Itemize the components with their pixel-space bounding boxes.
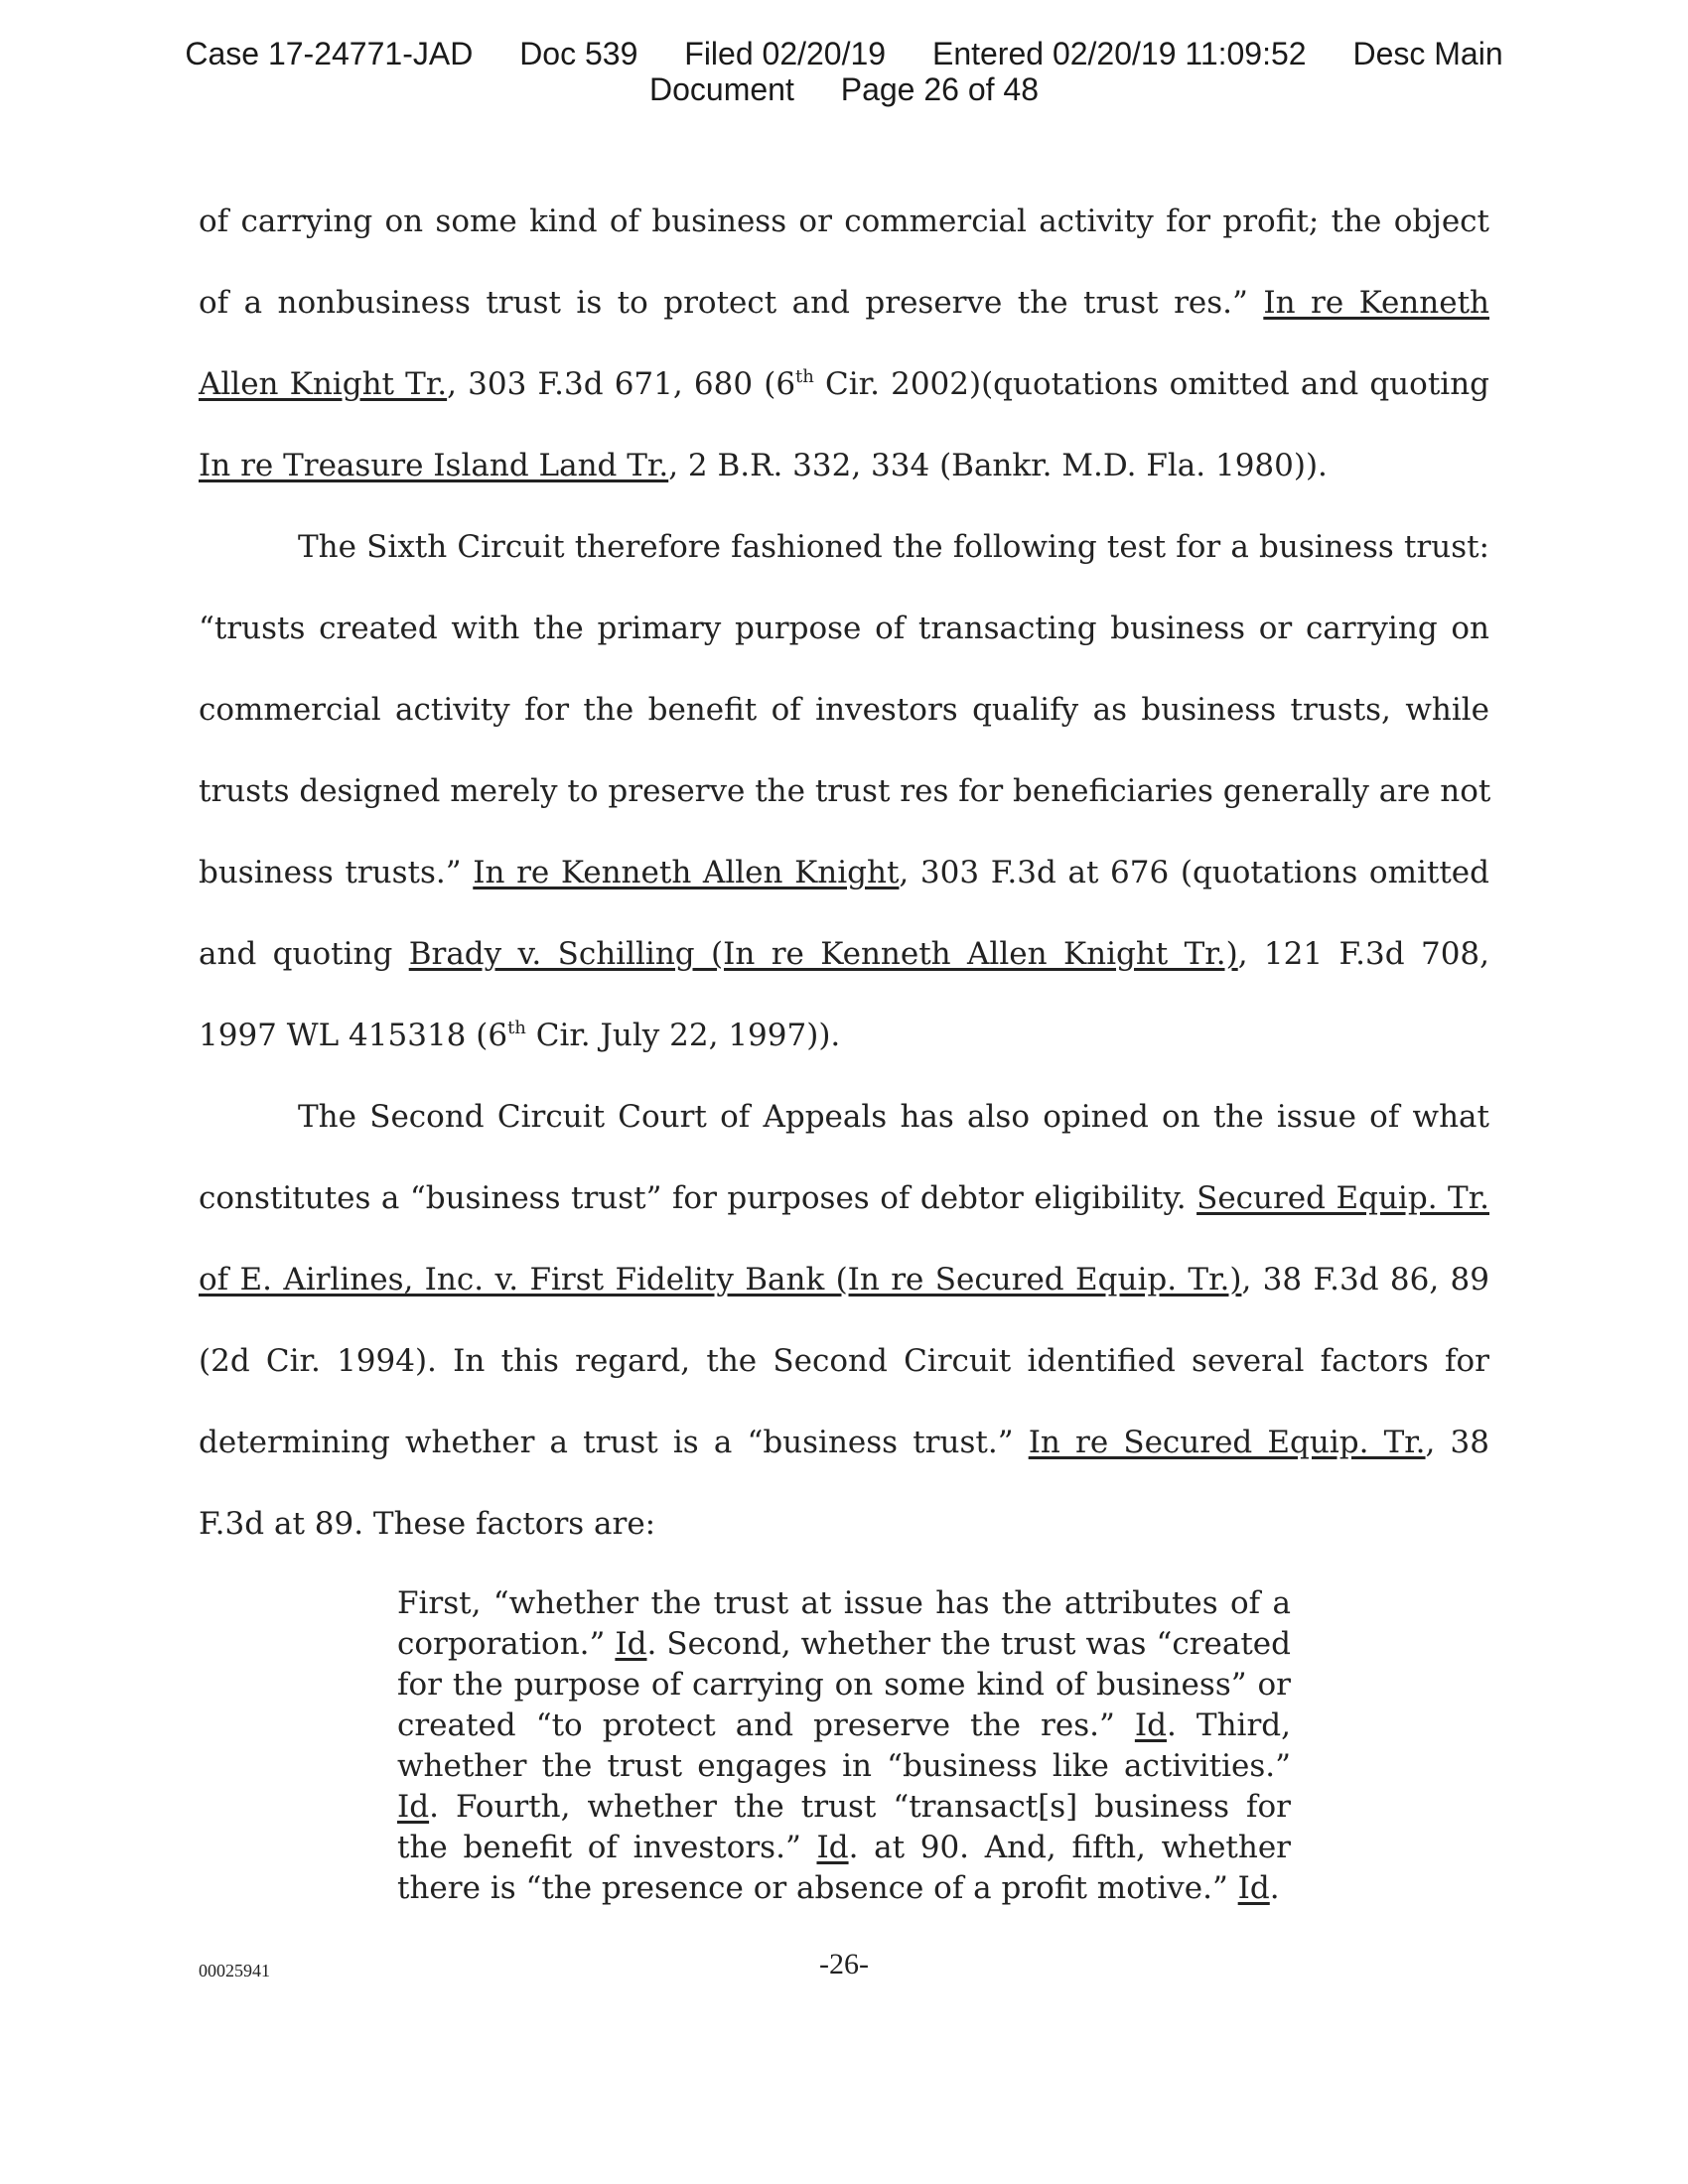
text-line: of a nonbusiness trust is to protect and preserve the trust res.” In re Kenneth [199, 285, 1489, 321]
text-line: The Sixth Circuit therefore fashioned the following test for a business trust: [298, 529, 1489, 565]
case-citation: In re Secured Equip. Tr. [1028, 1425, 1426, 1460]
quote-line: created “to protect and preserve the res.” Id. Third, [397, 1707, 1291, 1743]
case-citation: of E. Airlines, Inc. v. First Fidelity Bank (In re Secured Equip. Tr.) [199, 1262, 1242, 1297]
case-number: Case 17-24771-JAD [185, 36, 474, 71]
paragraph-1 [199, 181, 1489, 506]
id-citation: Id [615, 1626, 647, 1662]
id-citation: Id [816, 1830, 849, 1865]
id-citation: Id [1237, 1870, 1270, 1906]
case-citation: Secured Equip. Tr. [1196, 1180, 1489, 1216]
text-line: In re Treasure Island Land Tr., 2 B.R. 332, 334 (Bankr. M.D. Fla. 1980)). [199, 448, 1328, 483]
case-citation: In re Kenneth [1263, 285, 1489, 321]
entered-date: Entered 02/20/19 11:09:52 [931, 36, 1307, 71]
paragraph-3 [199, 1076, 1489, 1565]
quote-line: the benefit of investors.” Id. at 90. And, fifth, whether [397, 1830, 1292, 1865]
document-id: 00025941 [199, 1961, 270, 1980]
quote-line: there is “the presence or absence of a profit motive.” Id. [397, 1870, 1280, 1906]
text-line: commercial activity for the benefit of investors qualify as business trusts, while [199, 692, 1489, 728]
text-line: business trusts.” In re Kenneth Allen Knight, 303 F.3d at 676 (quotations omitted [199, 855, 1489, 890]
quote-line: whether the trust engages in “business like activities.” [397, 1748, 1291, 1784]
quote-line: corporation.” Id. Second, whether the trust was “created [397, 1626, 1291, 1662]
text-line: Allen Knight Tr., 303 F.3d 671, 680 (6th Cir. 2002)(quotations omitted and quoting [199, 366, 1489, 402]
text-line: (2d Cir. 1994). In this regard, the Second Circuit identified several factors for [199, 1343, 1489, 1379]
text-line: 1997 WL 415318 (6th Cir. July 22, 1997)). [199, 1018, 841, 1053]
page-info: Page 26 of 48 [840, 71, 1039, 107]
filed-date: Filed 02/20/19 [684, 36, 887, 71]
page-number: -26- [819, 1948, 869, 1980]
case-citation: In re Treasure Island Land Tr. [199, 448, 669, 483]
block-quote [397, 1583, 1291, 1909]
quote-line: for the purpose of carrying on some kind of business” or [397, 1667, 1291, 1703]
doc-number: Doc 539 [519, 36, 638, 71]
quote-line: First, “whether the trust at issue has the attributes of a [397, 1585, 1291, 1621]
text-line: constitutes a “business trust” for purposes of debtor eligibility. Secured Equip. Tr. [199, 1180, 1489, 1216]
quote-line: Id. Fourth, whether the trust “transact[s] business for [397, 1789, 1291, 1825]
case-citation: Allen Knight Tr. [199, 366, 448, 402]
header-line-2 [0, 71, 1688, 107]
id-citation: Id [397, 1789, 430, 1825]
text-line: The Second Circuit Court of Appeals has also opined on the issue of what [298, 1099, 1489, 1135]
case-citation: In re Kenneth Allen Knight [473, 855, 900, 890]
text-line: F.3d at 89. These factors are: [199, 1506, 656, 1542]
id-citation: Id [1134, 1707, 1167, 1743]
text-line: of E. Airlines, Inc. v. First Fidelity Bank (In re Secured Equip. Tr.), 38 F.3d 86, 89 [199, 1262, 1489, 1297]
text-line: determining whether a trust is a “business trust.” In re Secured Equip. Tr., 38 [199, 1425, 1489, 1460]
desc-main: Desc Main [1352, 36, 1503, 71]
paragraph-2 [199, 506, 1489, 1076]
court-filing-header [0, 36, 1688, 107]
header-line-1 [0, 36, 1688, 71]
case-citation: Brady v. Schilling (In re Kenneth Allen Knight Tr.) [408, 936, 1238, 972]
text-line: and quoting Brady v. Schilling (In re Kenneth Allen Knight Tr.), 121 F.3d 708, [199, 936, 1489, 972]
text-line: of carrying on some kind of business or commercial activity for profit; the object [199, 204, 1489, 239]
text-line: “trusts created with the primary purpose of transacting business or carrying on [199, 611, 1489, 646]
text-line: trusts designed merely to preserve the trust res for beneficiaries generally are not [199, 773, 1491, 809]
document-label: Document [648, 71, 794, 107]
